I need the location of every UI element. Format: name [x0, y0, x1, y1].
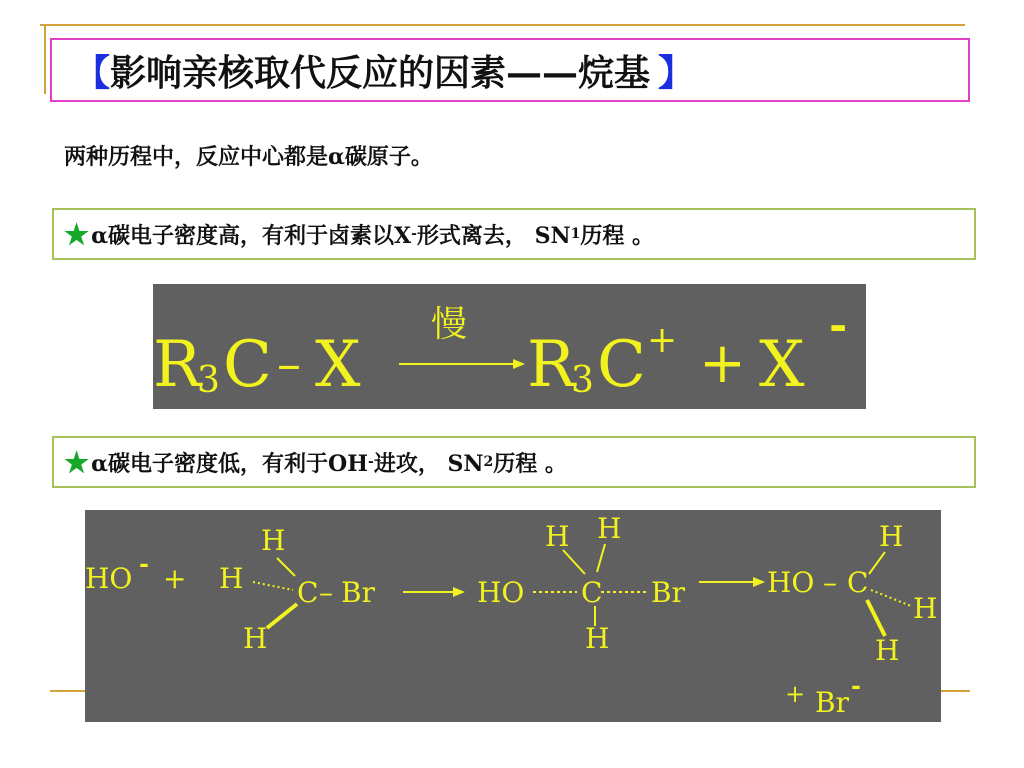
reaction-arrow-icon	[399, 359, 525, 369]
sn2-dash-1: –	[319, 576, 333, 609]
top-decorative-line	[40, 24, 965, 26]
sn2-note-sub: 2	[483, 454, 494, 470]
sn2-note	[52, 436, 976, 488]
sn1-note-sup: -	[411, 226, 417, 242]
sn1-note	[52, 208, 976, 260]
sn1-product-x: X	[759, 328, 805, 402]
sn2-product-dash: –	[823, 566, 837, 599]
sn2-ts-hydroxyl: HO	[477, 576, 525, 609]
sn2-h-top-1: H	[261, 524, 286, 557]
sn1-equation-panel	[153, 284, 866, 409]
sn2-note-part1: α碳电子密度低，有利于OH	[91, 450, 368, 477]
wedge-bond	[867, 600, 885, 636]
sn2-note-part2: 进攻， SN	[373, 450, 484, 477]
reaction-arrow-icon	[453, 587, 465, 597]
hashed-bond	[253, 582, 293, 590]
title-text: 影响亲核取代反应的因素——烷基	[110, 51, 651, 94]
sn1-cation-charge: +	[647, 320, 678, 361]
sn2-ts-h-b: H	[597, 512, 622, 545]
sn2-mechanism-panel	[85, 510, 941, 722]
sn1-product-sub: 3	[571, 360, 594, 401]
sn1-reactant-x: X	[315, 328, 361, 402]
bond-line	[277, 558, 295, 576]
sn2-bromide: Br	[815, 686, 849, 719]
sn1-note-sub: 1	[570, 226, 581, 242]
sn2-bromine-1: Br	[341, 576, 375, 609]
sn2-h-left-1: H	[219, 562, 244, 595]
sn2-product-carbon: C	[847, 566, 869, 599]
sn2-mechanism	[85, 510, 941, 722]
sn1-note-part1: α碳电子密度高，有利于卤素以X	[91, 222, 412, 249]
star-icon: ★	[64, 445, 90, 479]
sn2-hydroxide-charge: -	[139, 549, 149, 578]
sn2-note-part3: 历程 。	[493, 450, 567, 477]
sn1-plus: +	[699, 331, 746, 396]
sn1-reactant-r: R	[153, 328, 202, 402]
sn2-hydroxide: HO	[85, 562, 133, 595]
slide-title	[50, 38, 970, 102]
intro-text: 两种历程中，反应中心都是α碳原子。	[64, 144, 433, 170]
wedge-bond	[267, 604, 297, 628]
sn2-note-sup: -	[368, 454, 374, 470]
sn1-equation	[153, 284, 866, 409]
sn1-arrow-label: 慢	[431, 304, 468, 345]
sn1-note-part3: 历程 。	[580, 222, 655, 249]
bond-line	[563, 550, 585, 574]
left-decorative-line	[44, 24, 46, 94]
sn2-bromide-charge: -	[851, 671, 861, 700]
sn2-plus-1: +	[163, 562, 187, 595]
title-close-bracket: 】	[658, 51, 695, 94]
sn2-h-bottom-1: H	[243, 622, 268, 655]
hashed-bond	[871, 590, 911, 606]
sn1-note-part2: 形式离去， SN	[416, 222, 571, 249]
bond-line	[597, 544, 605, 572]
title-open-bracket: 【	[74, 51, 111, 94]
sn1-product-c: C	[597, 328, 646, 402]
sn1-reactant-c: C	[223, 328, 272, 402]
sn2-product-h-top: H	[879, 520, 904, 553]
bond-line	[869, 552, 885, 574]
sn2-product-h-right: H	[913, 592, 938, 625]
sn1-reactant-sub: 3	[197, 360, 220, 401]
sn1-bond: –	[277, 336, 301, 392]
sn2-ts-bromine: Br	[651, 576, 685, 609]
sn2-product-h-bottom: H	[875, 634, 900, 667]
sn1-product-r: R	[527, 328, 576, 402]
sn2-ts-h-a: H	[545, 520, 570, 553]
sn1-anion-charge: -	[829, 300, 848, 351]
sn2-plus-2: +	[785, 680, 806, 708]
sn2-ts-carbon: C	[581, 576, 603, 609]
star-icon: ★	[64, 217, 90, 251]
reaction-arrow-icon	[753, 577, 765, 587]
sn2-carbon-1: C	[297, 576, 319, 609]
sn2-product-hydroxyl: HO	[767, 566, 815, 599]
sn2-ts-h-bottom: H	[585, 622, 610, 655]
